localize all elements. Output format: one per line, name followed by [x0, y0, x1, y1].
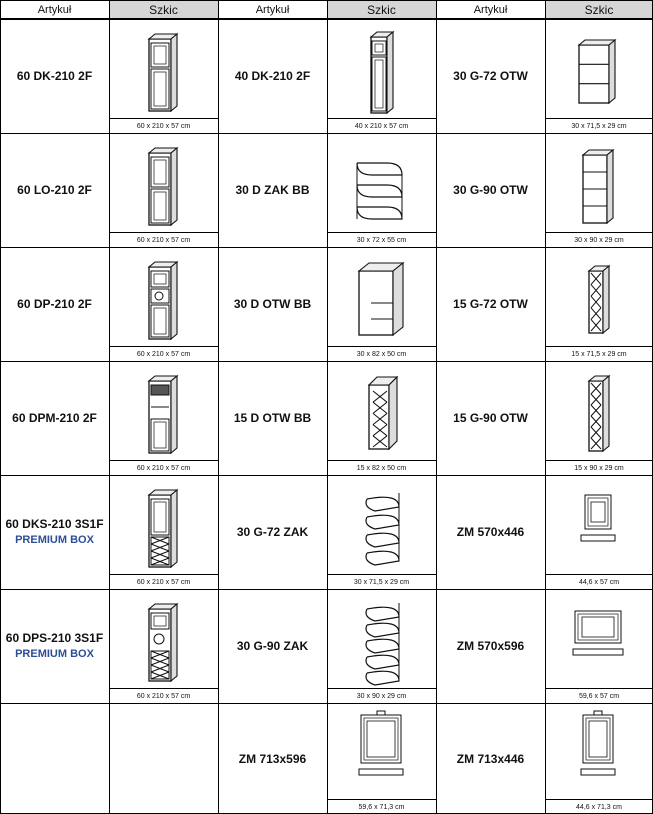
article-code: ZM 713x596 — [238, 751, 307, 766]
article-name — [436, 475, 545, 589]
grid-line — [327, 0, 328, 814]
dimensions-label: 30 x 90 x 29 cm — [327, 688, 436, 703]
wine-rack-wall-icon — [545, 247, 653, 347]
open-tall-wall-shelf-icon — [545, 133, 653, 233]
article-name — [218, 703, 327, 814]
grid-line — [0, 589, 653, 590]
sketch-cell — [545, 589, 653, 703]
tall-front-panel-icon — [545, 703, 653, 800]
article-name — [436, 589, 545, 703]
article-code: ZM 570x596 — [456, 639, 525, 653]
header-article: Artykuł — [255, 3, 290, 16]
dimensions-label: 60 x 210 x 57 cm — [109, 118, 218, 133]
grid-line — [0, 19, 653, 20]
tall-oven-drawer-cabinet-icon — [109, 589, 218, 689]
dimensions-label: 60 x 210 x 57 cm — [109, 688, 218, 703]
rounded-tall-wall-shelf-icon — [327, 589, 436, 689]
grid-line — [0, 247, 653, 248]
article-name — [0, 19, 109, 133]
article-code: 30 D OTW BB — [233, 297, 312, 311]
sketch-cell — [327, 19, 436, 133]
sketch-cell — [327, 247, 436, 361]
article-code: 15 G-90 OTW — [453, 411, 528, 425]
article-code: 30 G-72 OTW — [453, 69, 528, 83]
sketch-cell — [109, 475, 218, 589]
article-code: 60 LO-210 2F — [17, 183, 92, 197]
dimensions-label: 60 x 210 x 57 cm — [109, 574, 218, 589]
sketch-cell — [327, 361, 436, 475]
sketch-cell — [109, 589, 218, 703]
article-code: ZM 713x446 — [456, 751, 525, 766]
article-code: 40 DK-210 2F — [234, 69, 311, 83]
dimensions-label: 15 x 71,5 x 29 cm — [545, 346, 653, 361]
sketch-cell — [545, 703, 653, 814]
article-name — [436, 247, 545, 361]
article-code: ZM 570x446 — [456, 525, 525, 539]
article-code: 30 G-72 ZAK — [236, 525, 309, 539]
dimensions-label: 30 x 71,5 x 29 cm — [327, 574, 436, 589]
sketch-cell — [545, 133, 653, 247]
sketch-cell — [327, 703, 436, 814]
article-name — [436, 133, 545, 247]
dimensions-label: 15 x 90 x 29 cm — [545, 460, 653, 475]
header-sketch: Szkic — [109, 0, 218, 19]
article-name — [218, 19, 327, 133]
tall-narrow-cabinet-icon — [327, 19, 436, 119]
grid-line — [0, 703, 653, 704]
grid-line — [0, 475, 653, 476]
article-name — [436, 703, 545, 814]
wine-rack-tall-wall-icon — [545, 361, 653, 461]
tall-drawer-cabinet-icon — [109, 475, 218, 575]
wine-rack-base-icon — [327, 361, 436, 461]
article-code: 60 DPM-210 2F — [12, 411, 97, 425]
article-name — [218, 361, 327, 475]
open-wall-shelf-icon — [545, 19, 653, 119]
tall-fridge-cabinet-icon — [109, 133, 218, 233]
dimensions-label: 44,6 x 71,3 cm — [545, 799, 653, 814]
sketch-cell — [109, 19, 218, 133]
dishwasher-front-panel-icon — [327, 703, 436, 800]
grid-line — [0, 361, 653, 362]
grid-line — [545, 0, 546, 814]
article-code: 30 D ZAK BB — [235, 183, 310, 197]
open-base-shelf-icon — [327, 247, 436, 347]
article-name — [436, 361, 545, 475]
article-name — [0, 475, 109, 589]
small-front-panel-icon — [545, 475, 653, 575]
premium-box-badge: PREMIUM BOX — [15, 534, 94, 546]
dimensions-label: 30 x 82 x 50 cm — [327, 346, 436, 361]
dimensions-label: 15 x 82 x 50 cm — [327, 460, 436, 475]
grid-line — [0, 0, 653, 1]
article-code: 60 DPS-210 3S1F — [5, 631, 104, 645]
sketch-cell — [327, 589, 436, 703]
article-code: 30 G-90 ZAK — [236, 639, 309, 653]
dimensions-label: 59,6 x 57 cm — [545, 688, 653, 703]
sketch-cell — [545, 475, 653, 589]
article-name — [218, 589, 327, 703]
sketch-cell — [545, 361, 653, 475]
article-name — [218, 133, 327, 247]
sketch-cell — [545, 247, 653, 361]
dimensions-label: 60 x 210 x 57 cm — [109, 460, 218, 475]
article-name — [218, 247, 327, 361]
sketch-cell — [545, 19, 653, 133]
dimensions-label: 40 x 210 x 57 cm — [327, 118, 436, 133]
sketch-cell — [109, 133, 218, 247]
grid-line — [0, 18, 653, 19]
wide-front-panel-icon — [545, 589, 653, 689]
article-code: 60 DKS-210 3S1F — [5, 517, 104, 531]
sketch-cell — [327, 475, 436, 589]
article-code: 30 G-90 OTW — [453, 183, 528, 197]
dimensions-label: 30 x 71,5 x 29 cm — [545, 118, 653, 133]
grid-line — [109, 0, 110, 814]
header-sketch: Szkic — [545, 0, 653, 19]
tall-oven-microwave-cabinet-icon — [109, 361, 218, 461]
grid-line — [0, 0, 1, 814]
rounded-wall-shelf-icon — [327, 475, 436, 575]
article-name — [0, 247, 109, 361]
dimensions-label: 30 x 72 x 55 cm — [327, 232, 436, 247]
grid-line — [436, 0, 437, 814]
article-name — [218, 475, 327, 589]
grid-line — [218, 0, 219, 814]
dimensions-label: 59,6 x 71,3 cm — [327, 799, 436, 814]
article-code: 60 DK-210 2F — [16, 69, 93, 83]
dimensions-label: 60 x 210 x 57 cm — [109, 232, 218, 247]
sketch-cell — [109, 247, 218, 361]
sketch-cell — [327, 133, 436, 247]
header-sketch: Szkic — [327, 0, 436, 19]
rounded-corner-shelf-icon — [327, 133, 436, 233]
dimensions-label: 44,6 x 57 cm — [545, 574, 653, 589]
header-article: Artykuł — [473, 3, 508, 16]
dimensions-label: 60 x 210 x 57 cm — [109, 346, 218, 361]
article-name — [0, 589, 109, 703]
article-code: 60 DP-210 2F — [17, 297, 92, 311]
article-name — [0, 361, 109, 475]
dimensions-label: 30 x 90 x 29 cm — [545, 232, 653, 247]
header-article: Artykuł — [37, 3, 72, 16]
article-code: 15 D OTW BB — [233, 411, 312, 425]
article-name — [436, 19, 545, 133]
grid-line — [0, 133, 653, 134]
article-name — [0, 133, 109, 247]
premium-box-badge: PREMIUM BOX — [15, 648, 94, 660]
sketch-cell — [109, 361, 218, 475]
tall-two-door-cabinet-icon — [109, 19, 218, 119]
article-code: 15 G-72 OTW — [453, 297, 528, 311]
tall-oven-cabinet-icon — [109, 247, 218, 347]
